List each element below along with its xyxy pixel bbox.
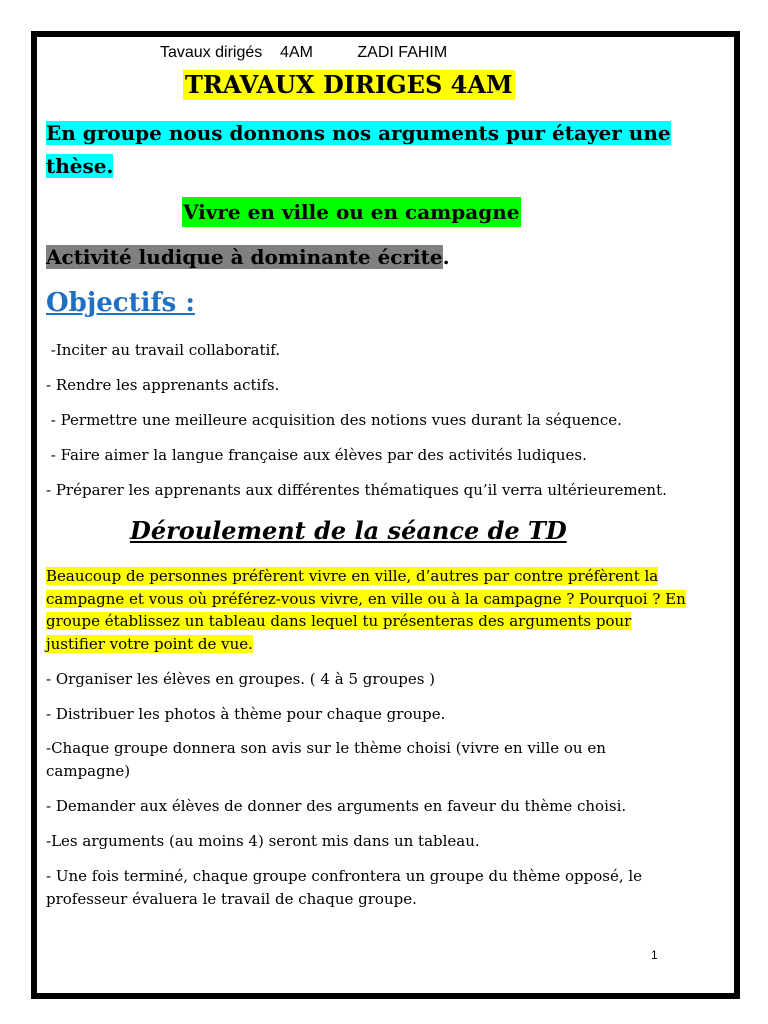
step-item: - Distribuer les photos à thème pour chaque groupe. [46,705,446,723]
objective-item: - Rendre les apprenants actifs. [46,376,280,394]
objective-item: - Préparer les apprenants aux différentes thématiques qu’il verra ultérieurement. [46,481,667,499]
step-item: - Demander aux élèves de donner des arguments en faveur du thème choisi. [46,797,627,815]
step-item: -Les arguments (au moins 4) seront mis dans un tableau. [46,832,480,850]
session-heading: Déroulement de la séance de TD [130,516,567,545]
objectives-heading: Objectifs : [46,288,195,318]
session-intro-text: Beaucoup de personnes préfèrent vivre en ville, d’autres par contre préfèrent la campagne et vous où préférez-vous vivre, en ville ou à la campagne ? Pourquoi ? En groupe établissez un tableau dans lequel tu présenteras des arguments pour justifier votre point de vue. [46,567,686,653]
activity-line [46,242,450,272]
objective-item: - Faire aimer la langue française aux élèves par des activités ludiques. [46,446,587,464]
objective-item: - Permettre une meilleure acquisition des notions vues durant la séquence. [46,411,622,429]
activity-text: Activité ludique à dominante écrite [46,245,443,269]
session-intro [46,565,686,655]
step-item: - Organiser les élèves en groupes. ( 4 à 5 groupes ) [46,670,436,688]
theme-label: Vivre en ville ou en campagne [182,197,521,227]
header-line: Tavaux dirigés 4AM ZADI FAHIM [160,44,448,61]
step-item: - Une fois terminé, chaque groupe confrontera un groupe du thème opposé, le professeur évaluera le travail de chaque groupe. [46,867,643,908]
activity-period: . [442,245,450,269]
page-title: TRAVAUX DIRIGES 4AM [185,70,513,99]
subtitle [46,117,706,183]
step-item: -Chaque groupe donnera son avis sur le thème choisi (vivre en ville ou en campagne) [46,739,606,780]
page-number: 1 [651,948,658,962]
objective-item: -Inciter au travail collaboratif. [46,341,281,359]
subtitle-text: En groupe nous donnons nos arguments pur étayer une thèse. [46,121,671,178]
